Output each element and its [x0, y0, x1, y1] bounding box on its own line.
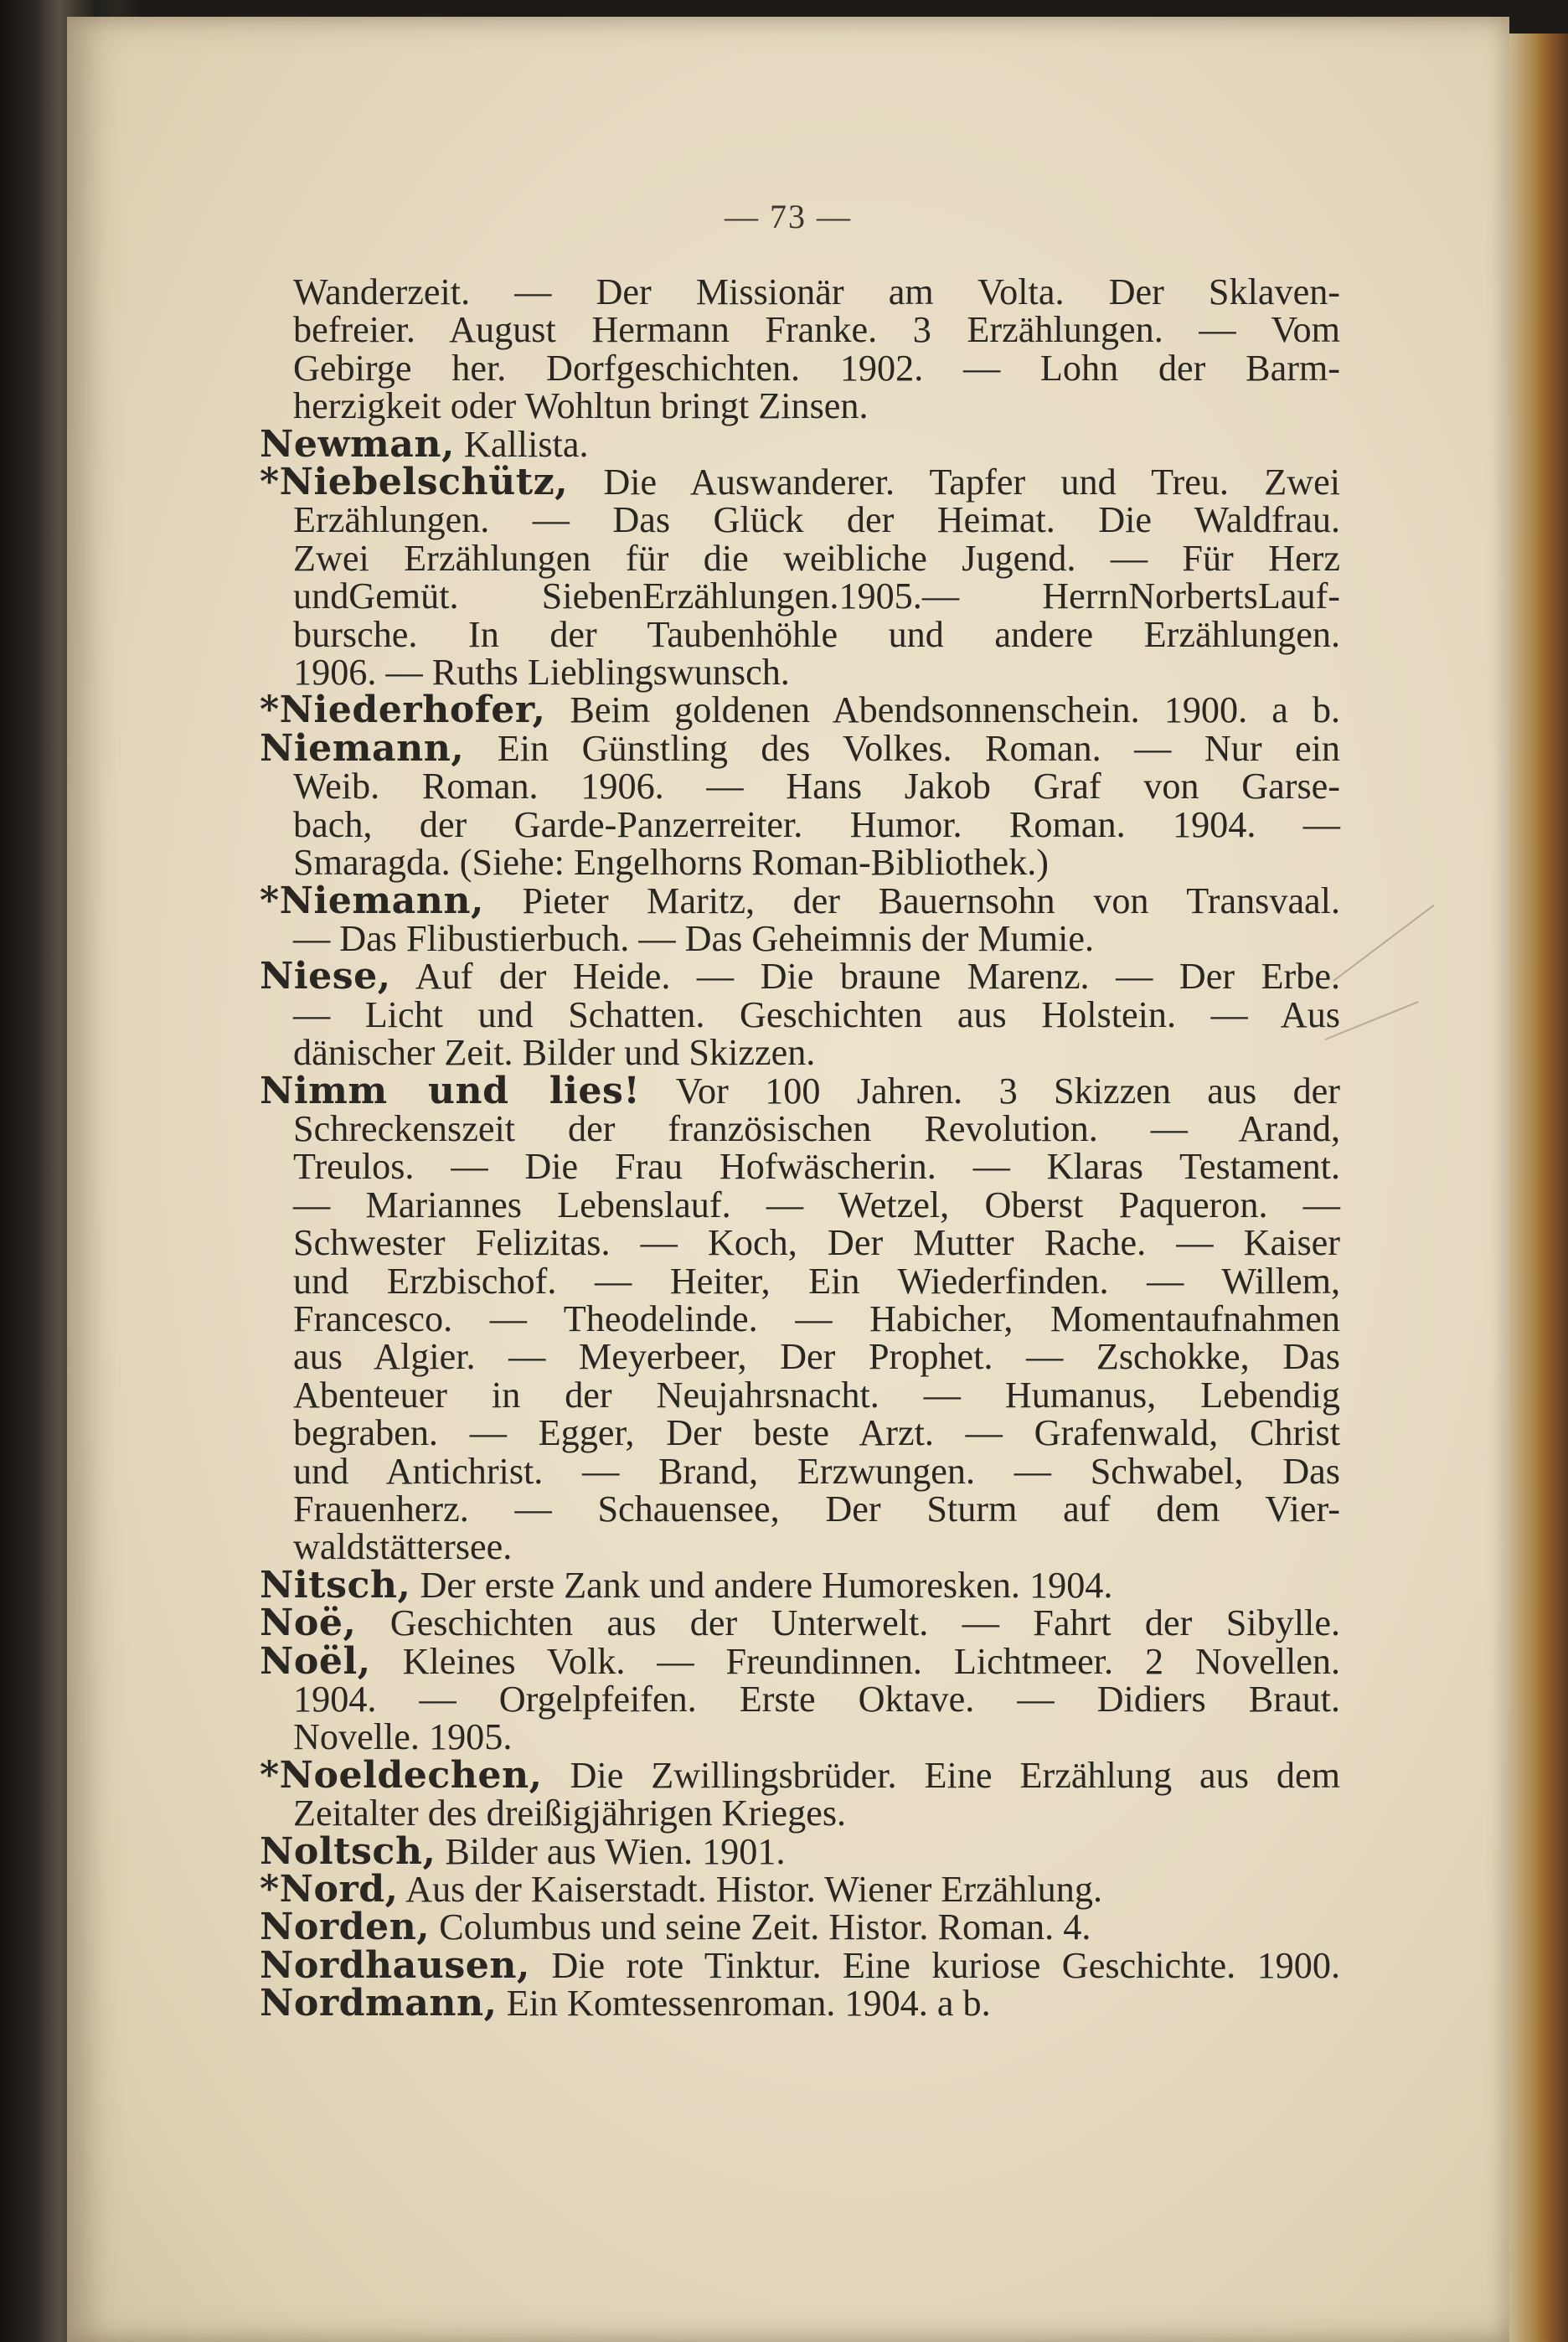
entry-text: Weib. Roman. 1906. — Hans Jakob Graf von Garse- — [293, 766, 1340, 807]
text-line — [260, 1452, 1340, 1490]
entry-text: Kallista. — [454, 423, 589, 465]
text-line — [260, 1414, 1340, 1452]
entry-text: Beim goldenen Abendsonnenschein. 1900. a b. — [545, 689, 1340, 731]
text-line — [260, 1336, 1340, 1378]
author-name: Noltsch, — [260, 1829, 436, 1873]
text-line — [260, 1107, 1340, 1149]
text-line — [260, 1718, 1340, 1756]
entry-text: Gebirge her. Dorfgeschichten. 1902. — Lohn der Barm- — [293, 347, 1340, 389]
entry-text: 1906. — Ruths Lieblingswunsch. — [293, 652, 790, 694]
entry-text: Wanderzeit. — Der Missionär am Volta. Der Sklaven- — [293, 271, 1340, 312]
text-line — [260, 954, 1340, 998]
entry-text: waldstättersee. — [293, 1526, 513, 1568]
page-number: — 73 — — [725, 198, 852, 235]
text-line — [260, 1829, 1340, 1873]
author-name: Nordmann, — [260, 1981, 498, 2025]
entry-text: Zeitalter des dreißigjährigen Krieges. — [293, 1793, 847, 1834]
entry-text: dänischer Zeit. Bilder und Skizzen. — [293, 1032, 816, 1074]
author-name: Niemann, — [260, 725, 465, 770]
text-line — [260, 309, 1340, 351]
text-line — [260, 917, 1340, 959]
entry-text: und Erzbischof. — Heiter, Ein Wiederfinden. — Willem, — [293, 1260, 1340, 1302]
entry-text: bach, der Garde-Panzerreiter. Humor. Roman. 1904. — — [293, 803, 1340, 845]
author-name: Nitsch, — [260, 1562, 411, 1607]
entry-text: Der erste Zank und andere Humoresken. 1904. — [410, 1564, 1113, 1606]
text-line — [260, 460, 1340, 504]
text-line — [260, 1297, 1340, 1339]
text-line — [260, 1867, 1340, 1911]
entry-text: Schreckenszeit der französischen Revolution. — Arand, — [293, 1107, 1340, 1149]
text-line — [260, 1528, 1340, 1566]
entry-text: Ein Komtessenroman. 1904. a b. — [497, 1983, 991, 2025]
author-name: Niese, — [260, 954, 391, 998]
text-line — [260, 725, 1340, 770]
entry-text: Pieter Maritz, der Bauernsohn von Transvaal. — [483, 880, 1340, 921]
text-line — [260, 349, 1340, 387]
text-line — [260, 613, 1340, 655]
text-line — [260, 1905, 1340, 1949]
entry-text: Bilder aus Wien. 1901. — [436, 1830, 786, 1872]
text-line — [260, 421, 1340, 466]
text-line — [260, 501, 1340, 539]
author-name: Noë, — [260, 1601, 357, 1645]
entry-text: Abenteuer in der Neujahrsnacht. — Humanus, Lebendig — [293, 1374, 1340, 1416]
text-line — [260, 1186, 1340, 1224]
text-line — [260, 1638, 1340, 1683]
author-name: *Niebelschütz, — [260, 460, 569, 504]
entry-text: Francesco. — Theodelinde. — Habicher, Momentaufnahmen — [293, 1297, 1340, 1339]
entry-text: Erzählungen. — Das Glück der Heimat. Die Waldfrau. — [293, 499, 1340, 541]
entry-text: Zwei Erzählungen für die weibliche Jugend. — Für Herz — [293, 537, 1340, 579]
text-line — [260, 767, 1340, 805]
entry-text: Treulos. — Die Frau Hofwäscherin. — Klaras Testament. — [293, 1146, 1340, 1188]
entry-text: undGemüt. SiebenErzählungen.1905.— HerrnNorbertsLauf- — [293, 575, 1340, 617]
text-line — [260, 1601, 1340, 1645]
text-line — [260, 1562, 1340, 1607]
entry-text: Schwester Felizitas. — Koch, Der Mutter Rache. — Kaiser — [293, 1222, 1340, 1264]
author-name: *Niemann, — [260, 878, 484, 922]
text-line — [260, 1981, 1340, 2025]
entry-text: — Das Flibustierbuch. — Das Geheimnis der Mumie. — [293, 917, 1095, 959]
text-line — [260, 1942, 1340, 1987]
author-name: *Noeldechen, — [260, 1752, 543, 1797]
author-name: Nimm und lies! — [260, 1068, 641, 1112]
text-line — [260, 577, 1340, 615]
author-name: Norden, — [260, 1905, 431, 1949]
text-line — [260, 688, 1340, 732]
entry-text: bursche. In der Taubenhöhle und andere Erzählungen. — [293, 613, 1340, 655]
text-line — [260, 652, 1340, 694]
text-line — [260, 1222, 1340, 1264]
text-line — [260, 842, 1340, 884]
author-name: Nordhausen, — [260, 1942, 530, 1987]
text-line — [260, 1146, 1340, 1188]
entry-text: herzigkeit oder Wohltun bringt Zinsen. — [293, 385, 869, 427]
text-line — [260, 1490, 1340, 1528]
entry-text: Smaragda. (Siehe: Engelhorns Roman-Bibliothek.) — [293, 842, 1049, 884]
author-name: Newman, — [260, 421, 455, 466]
text-line — [260, 539, 1340, 577]
entry-text: Frauenherz. — Schauensee, Der Sturm auf dem Vier- — [293, 1488, 1340, 1530]
text-line — [260, 387, 1340, 425]
text-line — [260, 993, 1340, 1035]
author-name: Noël, — [260, 1638, 371, 1683]
book-cover-edge — [1508, 34, 1568, 2342]
entry-text: Novelle. 1905. — [293, 1716, 513, 1758]
entry-text: und Antichrist. — Brand, Erzwungen. — Schwabel, Das — [293, 1450, 1340, 1492]
author-name: *Niederhofer, — [260, 688, 546, 732]
catalog-text — [260, 273, 1340, 2023]
entry-text: Columbus und seine Zeit. Histor. Roman. 4. — [430, 1906, 1091, 1948]
entry-text: aus Algier. — Meyerbeer, Der Prophet. — Zschokke, Das — [293, 1336, 1340, 1378]
text-line — [260, 1794, 1340, 1832]
pencil-mark — [1333, 905, 1434, 982]
entry-text: befreier. August Hermann Franke. 3 Erzählungen. — Vom — [293, 309, 1340, 351]
entry-text: Geschichten aus der Unterwelt. — Fahrt der Sibylle. — [356, 1602, 1340, 1644]
text-line — [260, 1680, 1340, 1718]
text-line — [260, 273, 1340, 311]
entry-text: Aus der Kaiserstadt. Histor. Wiener Erzählung. — [398, 1869, 1102, 1911]
text-line — [260, 1752, 1340, 1797]
author-name: *Nord, — [260, 1867, 399, 1911]
entry-text: Ein Günstling des Volkes. Roman. — Nur ein — [464, 727, 1340, 769]
text-line — [260, 803, 1340, 845]
text-line — [260, 878, 1340, 922]
entry-text: begraben. — Egger, Der beste Arzt. — Grafenwald, Christ — [293, 1412, 1340, 1454]
entry-text: Kleines Volk. — Freundinnen. Lichtmeer. 2 Novellen. — [370, 1640, 1340, 1682]
entry-text: Die Zwillingsbrüder. Eine Erzählung aus dem — [542, 1754, 1340, 1796]
text-line — [260, 1032, 1340, 1074]
entry-text: Die rote Tinktur. Eine kuriose Geschichte. 1900. — [529, 1944, 1340, 1986]
text-line — [260, 1068, 1340, 1112]
text-line — [260, 1376, 1340, 1414]
entry-text: Vor 100 Jahren. 3 Skizzen aus der — [640, 1070, 1340, 1112]
entry-text: 1904. — Orgelpfeifen. Erste Oktave. — Didiers Braut. — [293, 1679, 1340, 1720]
text-line — [260, 1262, 1340, 1300]
entry-text: Auf der Heide. — Die braune Marenz. — Der Erbe. — [390, 956, 1340, 998]
entry-text: — Mariannes Lebenslauf. — Wetzel, Oberst Paqueron. — — [293, 1184, 1340, 1225]
entry-text: — Licht und Schatten. Geschichten aus Holstein. — Aus — [293, 993, 1340, 1035]
entry-text: Die Auswanderer. Tapfer und Treu. Zwei — [568, 462, 1340, 503]
book-page — [67, 17, 1509, 2342]
